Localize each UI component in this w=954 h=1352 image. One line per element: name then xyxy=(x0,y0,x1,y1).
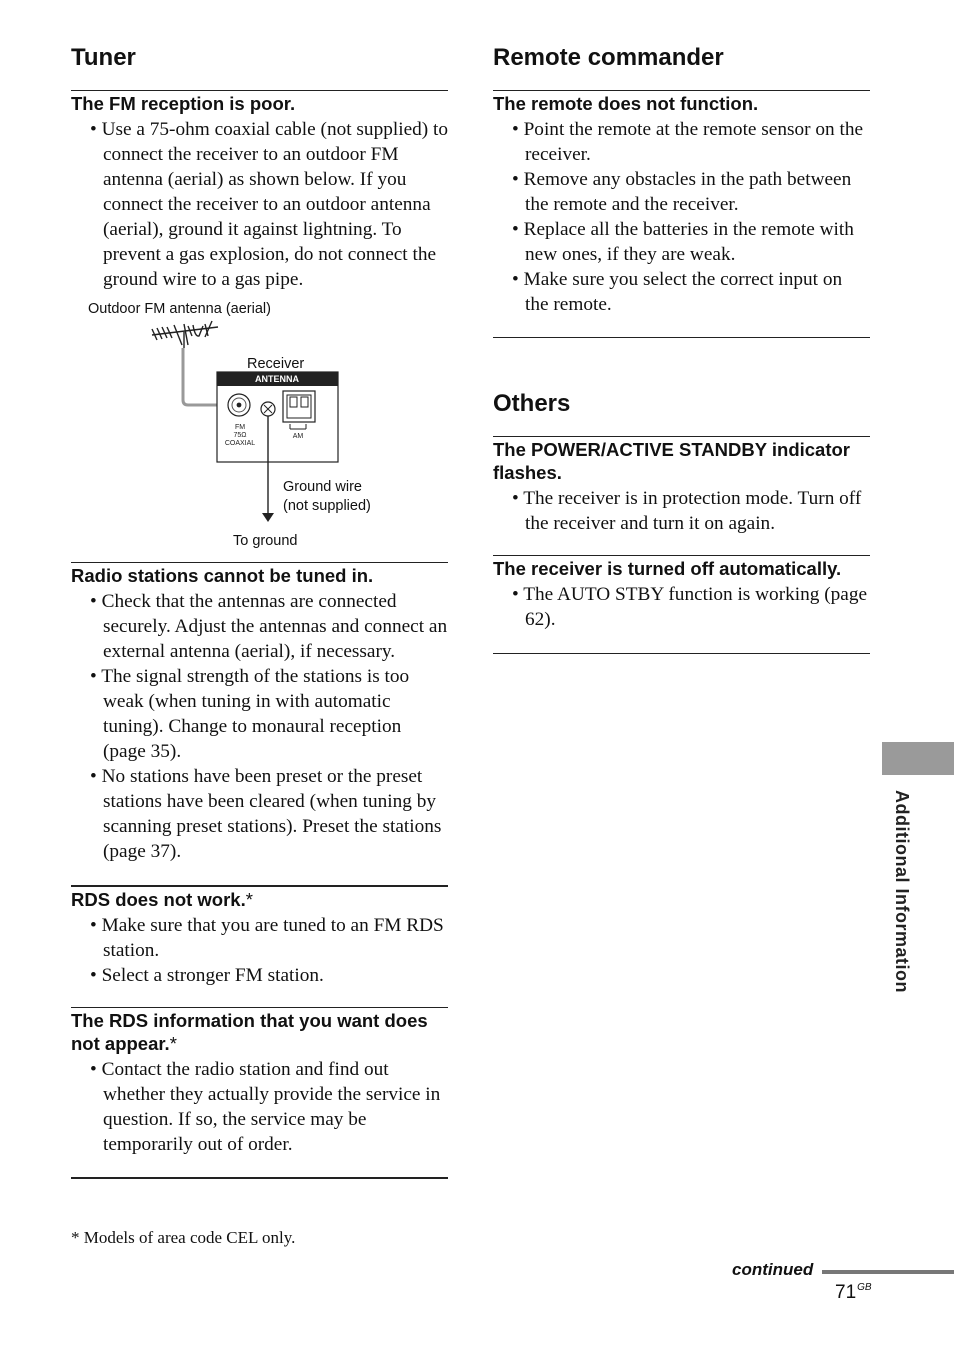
list-item: • Point the remote at the remote sensor on the receiver. xyxy=(493,117,870,167)
receiver-label: Receiver xyxy=(247,356,305,372)
list-item: • The AUTO STBY function is working (page 62). xyxy=(493,582,870,632)
auto-off-list xyxy=(493,582,870,632)
rds-list xyxy=(71,913,448,988)
section-side-label: Additional Information xyxy=(892,790,912,993)
remote-end-rule xyxy=(493,337,870,338)
stations-list xyxy=(71,589,448,864)
tuner-section-title: Tuner xyxy=(71,44,136,71)
others-end-rule xyxy=(493,653,870,654)
footnote: * Models of area code CEL only. xyxy=(71,1228,296,1247)
rds-heading: RDS does not work.* xyxy=(71,889,253,910)
outdoor-antenna-icon xyxy=(152,321,218,348)
fm-terminal-label: FM xyxy=(234,424,246,431)
others-indicator-item xyxy=(493,436,870,536)
ground-wire-note: (not supplied) xyxy=(283,498,371,514)
rds-info-heading: The RDS information that you want does not appear.* xyxy=(71,1010,428,1054)
tuner-rds-item xyxy=(71,885,448,988)
outdoor-antenna-label: Outdoor FM antenna (aerial) xyxy=(88,301,271,317)
remote-function-item xyxy=(493,90,870,317)
tuner-rds-info-item xyxy=(71,1007,448,1157)
list-item: • Make sure you select the correct input on the remote. xyxy=(493,267,870,317)
list-item: • Remove any obstacles in the path between the remote and the receiver. xyxy=(493,167,870,217)
rds-info-list xyxy=(71,1057,448,1157)
tuner-fm-reception-item xyxy=(71,90,448,292)
tuner-stations-item xyxy=(71,562,448,864)
section-tab-marker xyxy=(882,742,954,775)
continued-bar xyxy=(822,1270,954,1274)
list-item: • The signal strength of the stations is too weak (when tuning in with automatic tuning). Change to monaural reception (page 35). xyxy=(71,664,448,764)
antenna-connection-drawing xyxy=(71,292,448,562)
ohm-label: 75Ω xyxy=(233,432,247,439)
remote-others-column xyxy=(493,40,870,654)
to-ground-label: To ground xyxy=(233,533,298,549)
receiver-antenna-panel xyxy=(217,372,338,462)
list-item: • Check that the antennas are connected securely. Adjust the antennas and connect an external antenna (aerial), if necessary. xyxy=(71,589,448,664)
list-item: • Select a stronger FM station. xyxy=(71,963,448,988)
others-auto-off-item xyxy=(493,555,870,632)
remote-section-title: Remote commander xyxy=(493,44,724,71)
indicator-list xyxy=(493,486,870,536)
antenna-panel-label: ANTENNA xyxy=(255,374,299,384)
list-item: • Replace all the batteries in the remote with new ones, if they are weak. xyxy=(493,217,870,267)
list-item: • Contact the radio station and find out whether they actually provide the service in question. If so, the service may be temporarily out of order. xyxy=(71,1057,448,1157)
stations-heading: Radio stations cannot be tuned in. xyxy=(71,565,374,586)
auto-off-heading: The receiver is turned off automatically. xyxy=(493,558,842,579)
continued-label: continued xyxy=(732,1260,814,1279)
coaxial-label: COAXIAL xyxy=(224,440,256,447)
others-section-title: Others xyxy=(493,390,571,417)
section-end-rule xyxy=(71,1177,448,1179)
antenna-diagram xyxy=(71,292,448,562)
tuner-column xyxy=(71,40,448,1179)
list-item: • No stations have been preset or the preset stations have been cleared (when tuning by scanning preset stations). Preset the stations (page 37). xyxy=(71,764,448,864)
indicator-heading: The POWER/ACTIVE STANDBY indicator flashes. xyxy=(493,439,851,483)
list-item: • The receiver is in protection mode. Turn off the receiver and turn it on again. xyxy=(493,486,870,536)
am-terminal-label: AM xyxy=(292,433,304,440)
list-item: • Make sure that you are tuned to an FM RDS station. xyxy=(71,913,448,963)
remote-function-list xyxy=(493,117,870,317)
list-item: • Use a 75-ohm coaxial cable (not supplied) to connect the receiver to an outdoor FM antenna (aerial) as shown below. If you connect the receiver to an outdoor antenna (aerial), ground it against lightning. To prevent a gas explosion, do not connect the ground wire to a gas pipe. xyxy=(71,117,448,292)
page-number: $71^{GB}$ xyxy=(835,1282,872,1303)
remote-function-heading: The remote does not function. xyxy=(493,93,759,114)
ground-wire-label: Ground wire xyxy=(283,479,362,495)
fm-reception-heading: The FM reception is poor. xyxy=(71,93,296,114)
fm-reception-list xyxy=(71,117,448,292)
